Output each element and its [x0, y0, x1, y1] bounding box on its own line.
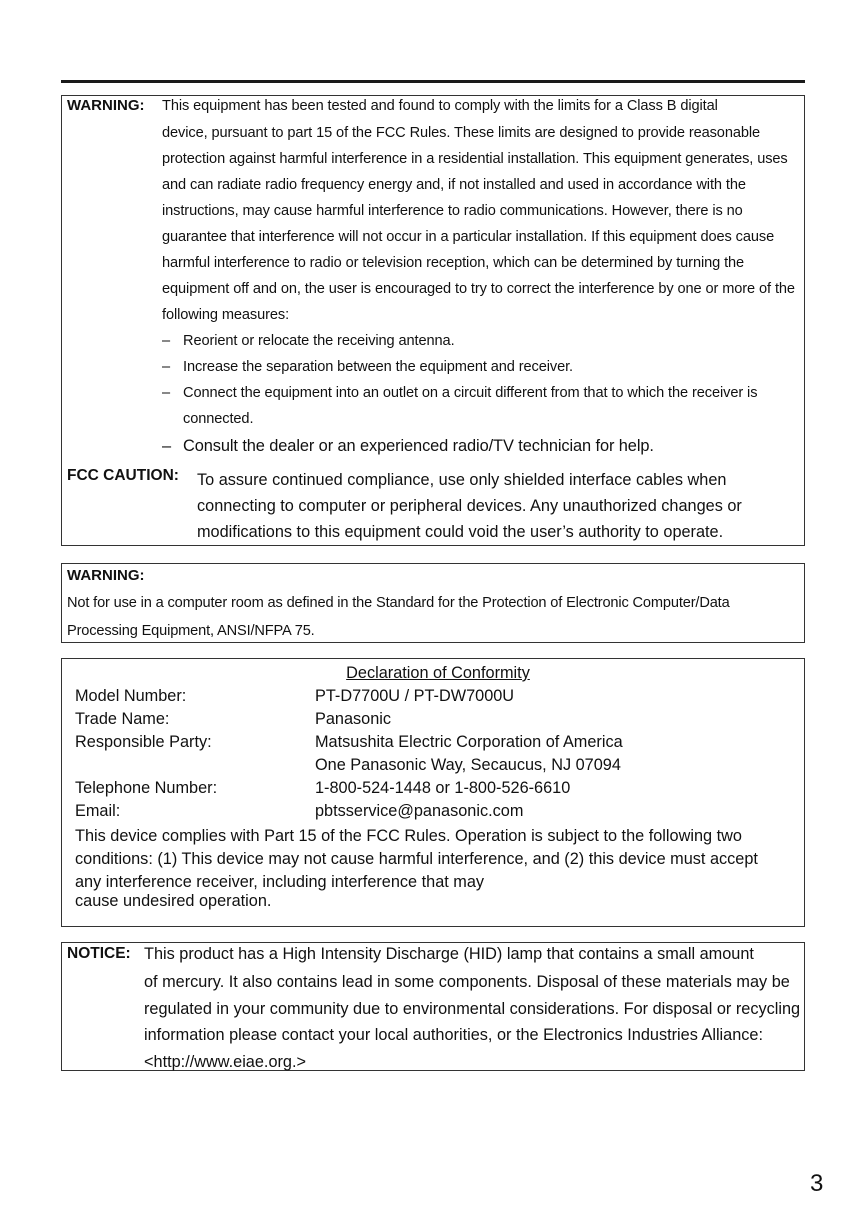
fcc-warning-text: [162, 96, 804, 460]
list-item: – Reorient or relocate the receiving antenna.: [162, 333, 455, 349]
notice-label: NOTICE:: [67, 945, 131, 962]
declaration-statement: This device complies with Part 15 of the FCC Rules. Operation is subject to the following two conditions: (1) This device may not cause harmful interference, and (2) this device must accept any interference receiver, including interference that may cause undesired operation.: [75, 827, 758, 910]
fcc-warning-box: [61, 95, 805, 546]
computer-room-warning-box: [61, 563, 805, 643]
fcc-warning-body: device, pursuant to part 15 of the FCC Rules. These limits are designed to provide reasonable protection against harmful interference in a residential installation. This equipment generates, uses and can radiate radio frequency energy and, if not installed and used in accordance with the instructions, may cause harmful interference to radio communications. However, there is no guarantee that interference will not occur in a particular installation. If this equipment does cause harmful interference to radio or television reception, which can be determined by turning the equipment off and on, the user is encouraged to try to correct the interference by one or more of the following measures:: [162, 125, 795, 323]
list-item: – Consult the dealer or an experienced radio/TV technician for help.: [162, 437, 654, 455]
notice-box: [61, 942, 805, 1071]
fcc-warning-label: WARNING:: [67, 97, 145, 114]
fcc-caution-label: FCC CAUTION:: [67, 467, 179, 484]
list-item: – Connect the equipment into an outlet on a circuit different from that to which the receiver is connected.: [162, 385, 758, 427]
declaration-title: Declaration of Conformity: [346, 664, 530, 682]
notice-first-line: This product has a High Intensity Discharge (HID) lamp that contains a small amount: [144, 945, 754, 963]
list-item: – Increase the separation between the equipment and receiver.: [162, 359, 574, 375]
page-number: 3: [810, 1170, 824, 1197]
room-warning-text: Not for use in a computer room as defined in the Standard for the Protection of Electronic Computer/Data Processing Equipment, ANSI/NFPA 75.: [67, 595, 730, 639]
fcc-caution-text: To assure continued compliance, use only shielded interface cables when connecting to computer or peripheral devices. Any unauthorized changes or modifications to this equipment could void the user’s authority to operate.: [197, 471, 742, 541]
fcc-measures-list: [162, 328, 804, 460]
room-warning-label: WARNING:: [67, 567, 145, 584]
fcc-warning-first-line: This equipment has been tested and found to comply with the limits for a Class B digital: [162, 98, 718, 114]
declaration-box: Declaration of Conformity Model Number: PT-D7700U / PT-DW7000U Trade Name: Panasonic Responsible Party: Matsushita Electric Corporation of America One Panasonic Way, Secaucus, NJ 07094 Telephone Number: 1-800-524-1448 or 1-800-526-6610 Email: pbtsservice@panasonic.com This device complies with Part 15 of the FCC Rules. Operation is subject to the following two conditions: (1) This device may not cause harmful interference, and (2) this device must accept any interference receiver, including interference that may cause undesired operation.: [61, 658, 805, 927]
top-rule: [61, 80, 805, 83]
notice-body: of mercury. It also contains lead in some components. Disposal of these materials may be regulated in your community due to environmental considerations. For disposal or recycling information please contact your local authorities, or the Electronics Industries Alliance: <http://www.eiae.org.>: [144, 973, 801, 1071]
notice-text: [144, 944, 804, 1075]
